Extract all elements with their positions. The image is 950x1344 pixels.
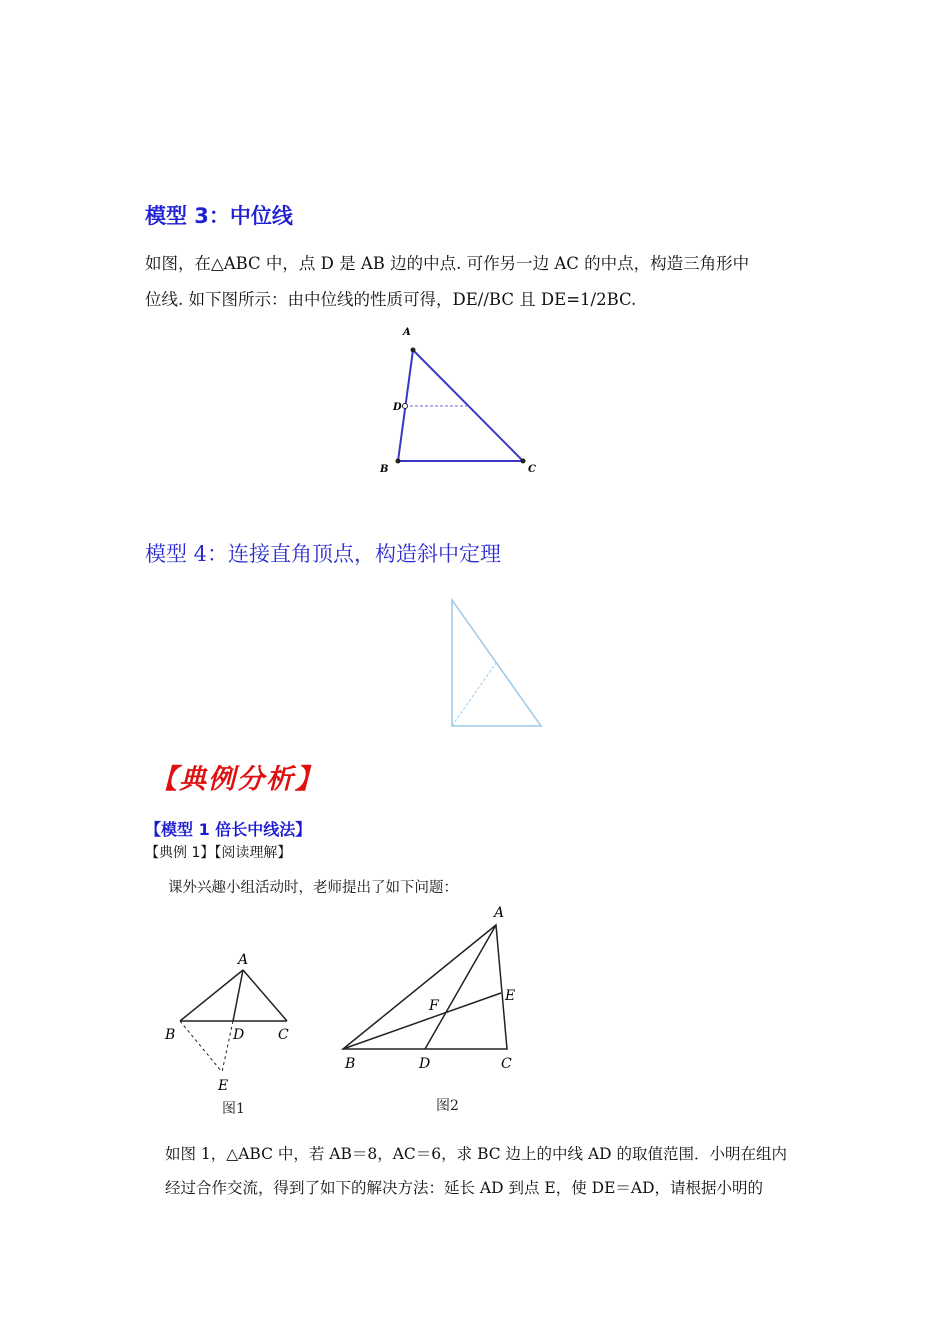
fig2-label-c: C — [501, 1056, 512, 1072]
segment-be-2 — [343, 993, 501, 1049]
fig2-label-f: F — [429, 998, 439, 1014]
example1-subheading: 【典例 1】【阅读理解】 — [145, 845, 292, 861]
fig2-label-b: B — [345, 1056, 356, 1072]
label-a: A — [403, 327, 411, 338]
model3-heading: 模型 3：中位线 — [145, 204, 293, 228]
right-triangle — [452, 600, 541, 726]
label-c: C — [528, 464, 536, 475]
extension-de — [222, 1021, 233, 1072]
point-c — [521, 459, 526, 464]
example1-line2: 经过合作交流，得到了如下的解决方法：延长 AD 到点 E，使 DE＝AD，请根据小明的 — [165, 1179, 764, 1197]
fig2-label-d: D — [419, 1056, 431, 1072]
right-triangle-figure — [440, 590, 550, 735]
segment-be — [180, 1021, 222, 1072]
label-b: B — [380, 464, 389, 475]
example1-line1: 如图 1，△ABC 中，若 AB＝8，AC＝6，求 BC 边上的中线 AD 的取值范围．小明在组内 — [165, 1145, 788, 1163]
model4-heading: 模型 4：连接直角顶点，构造斜中定理 — [145, 542, 502, 566]
median-ad-2 — [425, 925, 496, 1049]
triangle-abc-2 — [343, 925, 507, 1049]
example1-paragraph — [165, 1137, 815, 1205]
model1-heading: 【模型 1 倍长中线法】 — [145, 820, 312, 839]
fig2-label-e: E — [505, 988, 516, 1004]
point-a — [411, 348, 416, 353]
fig1-label-a: A — [238, 952, 249, 968]
figure2-caption: 图2 — [436, 1098, 459, 1114]
example1-intro: 课外兴趣小组活动时，老师提出了如下问题： — [168, 880, 458, 896]
side-ab — [180, 970, 243, 1021]
fig1-label-e: E — [218, 1078, 229, 1094]
point-d — [403, 404, 408, 409]
model3-line2: 位线. 如下图所示：由中位线的性质可得，DE//BC 且 DE=1/2BC. — [145, 290, 637, 309]
examples-heading: 【典例分析】 — [150, 764, 324, 795]
label-d: D — [393, 402, 402, 413]
figure1-caption: 图1 — [222, 1101, 245, 1117]
fig1-label-c: C — [278, 1027, 289, 1043]
fig1-label-b: B — [165, 1027, 176, 1043]
figure2 — [335, 900, 535, 1080]
model3-paragraph — [145, 246, 815, 318]
midline-triangle-figure — [370, 320, 550, 480]
fig1-label-d: D — [233, 1027, 245, 1043]
side-ac — [243, 970, 287, 1021]
hypotenuse-median — [452, 663, 496, 726]
fig2-label-a: A — [494, 905, 505, 921]
point-b — [396, 459, 401, 464]
figure1 — [160, 950, 300, 1095]
model3-line1: 如图，在△ABC 中，点 D 是 AB 边的中点. 可作另一边 AC 的中点，构造三角形中 — [145, 254, 750, 273]
